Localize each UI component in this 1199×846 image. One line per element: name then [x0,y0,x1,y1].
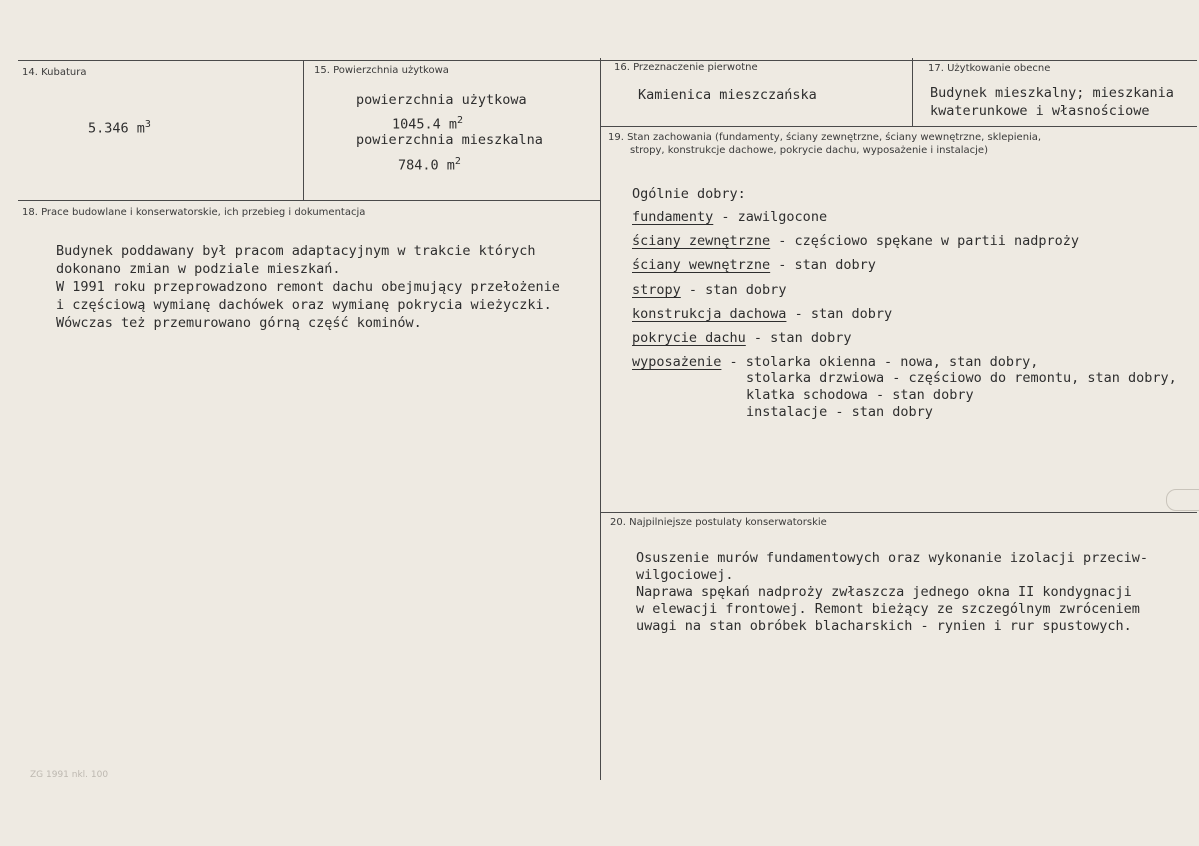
field-17-label: 17. Użytkowanie obecne [928,63,1051,74]
postulate-line-3: Naprawa spękań nadproży zwłaszcza jednego okna II kondygnacji [636,584,1132,600]
postulate-line-2: wilgociowej. [636,567,734,583]
paper-edge-mark [1166,489,1199,511]
condition-term: ściany zewnętrzne [632,233,771,249]
divider-16-17 [912,58,913,126]
residential-area-number: 784.0 m [398,157,455,174]
rule-under-19 [600,512,1197,513]
rule-under-14-15 [18,200,601,201]
current-use-line-2: kwaterunkowe i własnościowe [930,103,1150,119]
usable-area-value [392,113,463,133]
condition-term: ściany wewnętrzne [632,257,771,273]
works-line-5: Wówczas też przemurowano górną część kominów. [56,315,422,331]
postulate-line-1: Osuszenie murów fundamentowych oraz wykonanie izolacji przeciw- [636,550,1149,566]
field-14-value [88,117,151,137]
works-line-2: dokonano zmian w podziale mieszkań. [56,261,341,277]
works-line-4: i częściową wymianę dachówek oraz wymianę pokrycia wieżyczki. [56,297,552,313]
condition-row-outer-walls [632,233,1079,249]
top-rule [18,60,1197,61]
condition-desc: - stan dobry [680,282,787,298]
usable-area-heading: powierzchnia użytkowa [356,92,527,108]
condition-term: konstrukcja dachowa [632,306,787,322]
equipment-continuation-3: instalacje - stan dobry [746,404,933,420]
condition-term: wyposażenie [632,354,722,370]
residential-area-heading: powierzchnia mieszkalna [356,132,543,148]
condition-intro: Ogólnie dobry: [632,186,746,202]
equipment-continuation-1: stolarka drzwiowa - częściowo do remontu, stan dobry, [746,370,1177,386]
residential-area-exponent: 2 [454,156,461,167]
divider-main [600,58,601,780]
printer-mark: ZG 1991 nkl. 100 [30,770,109,780]
condition-row-inner-walls [632,257,876,273]
condition-desc: - stolarka okienna - nowa, stan dobry, [721,354,1039,370]
field-19-label-line-1: 19. Stan zachowania (fundamenty, ściany zewnętrzne, ściany wewnętrzne, sklepienia, [608,132,1042,143]
condition-row-foundations [632,209,827,225]
condition-desc: - stan dobry [786,306,893,322]
postulate-line-4: w elewacji frontowej. Remont bieżący ze szczególnym zwróceniem [636,601,1140,617]
field-18-label: 18. Prace budowlane i konserwatorskie, ich przebieg i dokumentacja [22,207,366,218]
field-20-label: 20. Najpilniejsze postulaty konserwatorskie [610,517,827,528]
condition-desc: - zawilgocone [713,209,828,225]
condition-row-ceilings [632,282,786,298]
condition-row-equipment [632,354,1038,370]
works-line-3: W 1991 roku przeprowadzono remont dachu obejmujący przełożenie [56,279,560,295]
field-19-label-line-2: stropy, konstrukcje dachowe, pokrycie dachu, wyposażenie i instalacje) [630,145,988,156]
condition-term: stropy [632,282,681,298]
condition-desc: - częściowo spękane w partii nadproży [770,233,1080,249]
field-14-label: 14. Kubatura [22,67,87,78]
kubatura-unit-exponent: 3 [144,119,151,130]
field-15-label: 15. Powierzchnia użytkowa [314,65,449,76]
original-purpose-value: Kamienica mieszczańska [638,87,817,103]
residential-area-value [398,154,461,174]
equipment-continuation-2: klatka schodowa - stan dobry [746,387,974,403]
condition-row-roof-structure [632,306,892,322]
rule-under-16-17 [600,126,1197,127]
condition-row-roofing [632,330,851,346]
condition-desc: - stan dobry [745,330,852,346]
condition-term: fundamenty [632,209,714,225]
usable-area-number: 1045.4 m [392,116,458,133]
kubatura-value: 5.346 m [88,120,145,137]
works-line-1: Budynek poddawany był pracom adaptacyjnym w trakcie których [56,243,536,259]
usable-area-exponent: 2 [457,115,464,126]
divider-14-15 [303,60,304,200]
condition-term: pokrycie dachu [632,330,746,346]
condition-desc: - stan dobry [770,257,876,273]
postulate-line-5: uwagi na stan obróbek blacharskich - rynien i rur spustowych. [636,618,1132,634]
field-16-label: 16. Przeznaczenie pierwotne [614,62,758,73]
current-use-line-1: Budynek mieszkalny; mieszkania [930,85,1174,101]
